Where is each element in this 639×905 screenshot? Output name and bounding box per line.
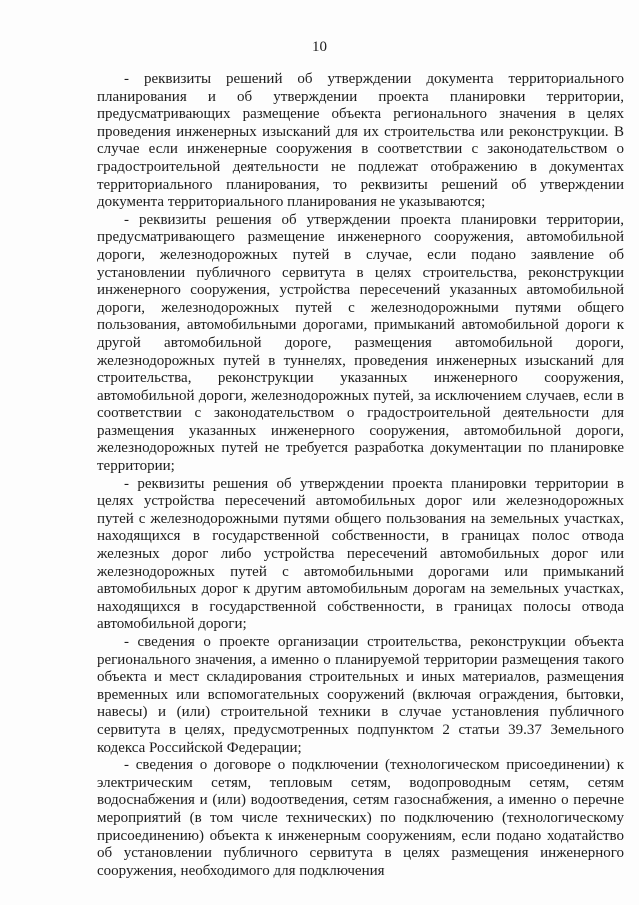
paragraph-construction-organization-project: - сведения о проекте организации строительства, реконструкции объекта регионального значения, а именно о планируемой территории размещения такого объекта и мест складирования строительных и иных материалов, размещения временных или вспомогательных сооружений (включая ограждения, бытовки, навесы) и (или) строительной техники в случае установления публичного сервитута в целях, предусмотренных подпунктом 2 статьи 39.37 Земельного кодекса Российской Федерации; xyxy=(97,634,624,756)
paragraph-crossings-planning-requisites: - реквизиты решения об утверждении проекта планировки территории в целях устройства пересечений автомобильных дорог или железнодорожных путей с железнодорожными путями общего пользования на земельных участках, находящихся в государственной собственности, в границах полос отвода железных дорог либо устройства пересечений автомобильных дорог или железнодорожных путей с автомобильными дорогами или примыканий автомобильных дорог к другим автомобильным дорогам на земельных участках, находящихся в государственной собственности, в границах полосы отвода автомобильной дороги; xyxy=(97,475,624,633)
page-number: 10 xyxy=(312,39,327,55)
paragraph-planning-project-requisites: - реквизиты решения об утверждении проекта планировки территории, предусматривающего размещение инженерного сооружения, автомобильной дороги, железнодорожных путей в случае, если подано заявление об установлении публичного сервитута в целях строительства, реконструкции инженерного сооружения, устройства пересечений указанных автомобильной дороги, железнодорожных путей с железнодорожными путями общего пользования, автомобильными дорогами, примыканий автомобильной дороги к другой автомобильной дороге, размещения автомобильной дороги, железнодорожных путей в туннелях, проведения инженерных изысканий для строительства, реконструкции указанных инженерного сооружения, автомобильной дороги, железнодорожных путей, за исключением случаев, если в соответствии с законодательством о градостроительной деятельности для размещения указанных инженерного сооружения, автомобильной дороги, железнодорожных путей не требуется разработка документации по планировке территории; xyxy=(97,211,624,475)
paragraph-territorial-planning-requisites: - реквизиты решений об утверждении документа территориального планирования и об утверждении проекта планировки территории, предусматривающих размещение объекта регионального значения в целях проведения инженерных изысканий для их строительства или реконструкции. В случае если инженерные сооружения в соответствии с законодательством о градостроительной деятельности не подлежат отображению в документах территориального планирования, то реквизиты решений об утверждении документа территориального планирования не указываются; xyxy=(97,71,624,211)
body-text xyxy=(97,71,624,880)
paragraph-connection-agreement: - сведения о договоре о подключении (технологическом присоединении) к электрическим сетям, тепловым сетям, водопроводным сетям, сетям водоснабжения и (или) водоотведения, сетям газоснабжения, а именно о перечне мероприятий (в том числе технических) по подключению (технологическому присоединению) объекта к инженерным сооружениям, если подано ходатайство об установлении публичного сервитута в целях размещения инженерного сооружения, необходимого для подключения xyxy=(97,757,624,879)
